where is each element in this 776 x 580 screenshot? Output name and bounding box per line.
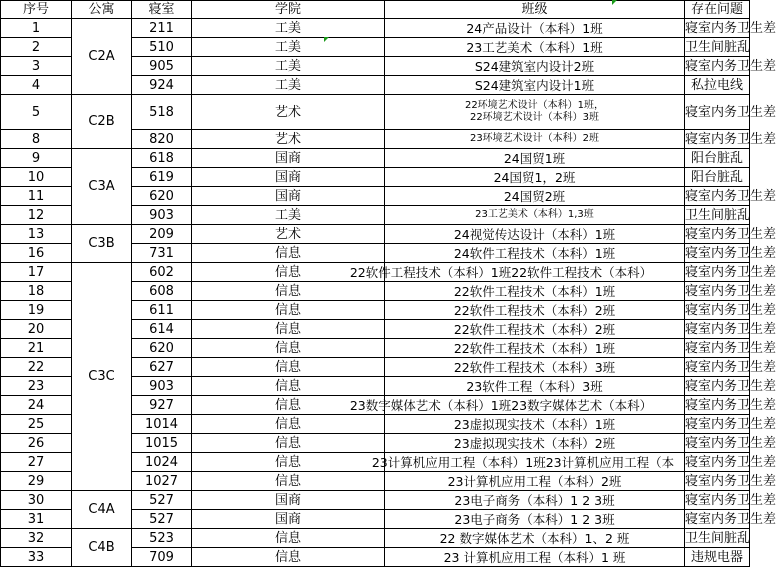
cell-no[interactable]: 20	[1, 320, 72, 339]
cell-issue[interactable]: 寝室内务卫生差	[685, 188, 776, 204]
cell-room[interactable]: 903	[132, 377, 192, 396]
cell-no[interactable]: 12	[1, 206, 72, 225]
cell-apartment[interactable]: C3A	[72, 149, 132, 225]
cell-college[interactable]: 工美	[192, 57, 385, 76]
cell-college[interactable]: 信息	[192, 358, 385, 377]
cell-class[interactable]	[385, 95, 685, 130]
cell-class[interactable]: 22软件工程技术（本科）3班	[385, 358, 685, 377]
cell-issue[interactable]: 寝室内务卫生差	[685, 492, 776, 508]
header-class[interactable]: 班级	[385, 1, 685, 19]
cell-college[interactable]: 信息	[192, 282, 385, 301]
cell-apartment[interactable]: C4B	[72, 529, 132, 567]
cell-room[interactable]: 1014	[132, 415, 192, 434]
cell-class[interactable]: 23虚拟现实技术（本科）2班	[385, 434, 685, 453]
cell-class[interactable]	[349, 396, 685, 415]
cell-issue[interactable]: 寝室内务卫生差	[685, 283, 776, 299]
table-row	[1, 149, 750, 168]
cell-no[interactable]: 5	[1, 95, 72, 130]
header-college[interactable]: 学院	[192, 1, 385, 19]
cell-class[interactable]: 23电子商务（本科）1 2 3班	[385, 491, 685, 510]
cell-issue[interactable]: 寝室内务卫生差	[685, 340, 776, 356]
cell-room[interactable]: 620	[132, 339, 192, 358]
cell-no[interactable]: 30	[1, 491, 72, 510]
cell-room[interactable]: 611	[132, 301, 192, 320]
cell-issue[interactable]: 寝室内务卫生差	[685, 435, 776, 451]
cell-college[interactable]: 信息	[192, 377, 385, 396]
cell-room[interactable]: 510	[132, 38, 192, 57]
header-issue[interactable]: 存在问题	[685, 1, 750, 19]
cell-no[interactable]: 24	[1, 396, 72, 415]
cell-class[interactable]: S24建筑室内设计2班	[385, 57, 685, 76]
table-row	[1, 529, 750, 548]
cell-no[interactable]: 21	[1, 339, 72, 358]
cell-apartment[interactable]: C4A	[72, 491, 132, 529]
cell-college[interactable]: 艺术	[192, 95, 385, 130]
cell-room[interactable]: 620	[132, 187, 192, 206]
cell-issue[interactable]: 寝室内务卫生差	[685, 95, 750, 130]
cell-college[interactable]: 信息	[192, 472, 385, 491]
cell-issue[interactable]: 寝室内务卫生差	[685, 20, 776, 36]
cell-college[interactable]: 国商	[192, 187, 385, 206]
cell-issue[interactable]: 寝室内务卫生差	[685, 58, 776, 74]
cell-no[interactable]: 19	[1, 301, 72, 320]
cell-room[interactable]: 1015	[132, 434, 192, 453]
cell-no[interactable]: 31	[1, 510, 72, 529]
table-row	[1, 95, 750, 130]
cell-issue[interactable]: 卫生间脏乱	[685, 39, 751, 55]
cell-room[interactable]: 527	[132, 510, 192, 529]
cell-room[interactable]: 709	[132, 548, 192, 567]
cell-college[interactable]: 国商	[192, 510, 385, 529]
cell-class[interactable]: 24软件工程技术（本科）1班	[385, 244, 685, 263]
cell-no[interactable]: 27	[1, 453, 72, 472]
cell-room[interactable]: 1024	[132, 453, 192, 472]
cell-class[interactable]: 22 数字媒体艺术（本科）1、2 班	[385, 529, 685, 548]
header-apartment[interactable]: 公寓	[72, 1, 132, 19]
class-text: 23数字媒体艺术（本科）1班23数字媒体艺术（本科）	[349, 397, 653, 413]
cell-class[interactable]: 23工艺美术（本科）1,3班	[385, 206, 685, 225]
cell-room[interactable]: 903	[132, 206, 192, 225]
cell-room[interactable]: 905	[132, 57, 192, 76]
cell-issue[interactable]: 寝室内务卫生差	[685, 226, 776, 242]
cell-college[interactable]: 信息	[192, 263, 385, 282]
cell-class[interactable]: 24国贸2班	[385, 187, 685, 206]
cell-no[interactable]: 18	[1, 282, 72, 301]
cell-issue[interactable]: 寝室内务卫生差	[685, 454, 776, 470]
table-row	[1, 19, 750, 38]
cell-class[interactable]: 22软件工程技术（本科）1班	[385, 282, 685, 301]
cell-issue[interactable]: 寝室内务卫生差	[685, 264, 776, 280]
cell-college[interactable]: 国商	[192, 491, 385, 510]
cell-room[interactable]: 1027	[132, 472, 192, 491]
cell-no[interactable]: 29	[1, 472, 72, 491]
cell-class[interactable]: 24产品设计（本科）1班	[385, 19, 685, 38]
header-no[interactable]: 序号	[1, 1, 72, 19]
class-text: 22软件工程技术（本科）1班22软件工程技术（本科）	[349, 264, 653, 280]
cell-college[interactable]: 工美	[192, 38, 385, 57]
cell-issue[interactable]: 寝室内务卫生差	[685, 397, 776, 413]
table-row	[1, 225, 750, 244]
cell-no[interactable]: 1	[1, 19, 72, 38]
header-row	[1, 1, 750, 19]
cell-class[interactable]: 23工艺美术（本科）1班	[385, 38, 685, 57]
cell-issue[interactable]: 卫生间脏乱	[685, 207, 751, 223]
cell-class[interactable]: S24建筑室内设计1班	[385, 76, 685, 95]
cell-no[interactable]: 3	[1, 57, 72, 76]
cell-college[interactable]: 信息	[192, 529, 385, 548]
cell-no[interactable]: 22	[1, 358, 72, 377]
cell-room[interactable]: 518	[132, 95, 192, 130]
cell-issue[interactable]: 寝室内务卫生差	[685, 378, 776, 394]
header-room[interactable]: 寝室	[132, 1, 192, 19]
cell-room[interactable]: 731	[132, 244, 192, 263]
cell-issue[interactable]: 寝室内务卫生差	[685, 359, 776, 375]
table-row	[1, 491, 750, 510]
cell-room[interactable]: 619	[132, 168, 192, 187]
cell-college[interactable]: 信息	[192, 320, 385, 339]
cell-class[interactable]: 24视觉传达设计（本科）1班	[385, 225, 685, 244]
cell-no[interactable]: 23	[1, 377, 72, 396]
cell-issue[interactable]: 寝室内务卫生差	[685, 302, 776, 318]
cell-room[interactable]: 608	[132, 282, 192, 301]
cell-class[interactable]: 22软件工程技术（本科）2班	[385, 320, 685, 339]
cell-no[interactable]: 11	[1, 187, 72, 206]
cell-class[interactable]: 22软件工程技术（本科）1班	[385, 339, 685, 358]
cell-college[interactable]: 信息	[192, 453, 385, 472]
cell-no[interactable]: 8	[1, 130, 72, 149]
cell-no[interactable]: 4	[1, 76, 72, 95]
cell-no[interactable]: 10	[1, 168, 72, 187]
cell-apartment[interactable]: C2A	[72, 19, 132, 95]
cell-issue[interactable]: 寝室内务卫生差	[685, 511, 776, 527]
cell-room[interactable]: 211	[132, 19, 192, 38]
cell-room[interactable]: 627	[132, 358, 192, 377]
cell-college[interactable]: 工美	[192, 76, 385, 95]
comment-marker-icon	[324, 37, 329, 42]
cell-room[interactable]: 527	[132, 491, 192, 510]
class-line-1: 22环境艺术设计（本科）1班，	[464, 100, 605, 111]
cell-no[interactable]: 32	[1, 529, 72, 548]
cell-class[interactable]: 24国贸1班	[385, 149, 685, 168]
cell-room[interactable]: 618	[132, 149, 192, 168]
cell-issue[interactable]: 寝室内务卫生差	[685, 245, 776, 261]
cell-college[interactable]: 工美	[192, 206, 385, 225]
cell-college[interactable]: 国商	[192, 168, 385, 187]
cell-class[interactable]	[371, 453, 685, 472]
cell-class[interactable]: 23环境艺术设计（本科）2班	[385, 130, 685, 149]
cell-college[interactable]: 信息	[192, 339, 385, 358]
cell-apartment[interactable]: C2B	[72, 95, 132, 149]
cell-college[interactable]: 国商	[192, 149, 385, 168]
cell-class[interactable]: 23 计算机应用工程（本科）1 班	[385, 548, 685, 567]
cell-apartment[interactable]: C3B	[72, 225, 132, 263]
cell-room[interactable]: 924	[132, 76, 192, 95]
table-row	[1, 263, 750, 282]
cell-issue[interactable]: 寝室内务卫生差	[685, 131, 776, 147]
cell-no[interactable]: 33	[1, 548, 72, 567]
cell-college[interactable]: 信息	[192, 415, 385, 434]
cell-no[interactable]: 9	[1, 149, 72, 168]
cell-apartment[interactable]: C3C	[72, 263, 132, 491]
cell-room[interactable]: 927	[132, 396, 192, 415]
cell-room[interactable]: 523	[132, 529, 192, 548]
cell-issue[interactable]: 阳台脏乱	[685, 149, 750, 168]
cell-no[interactable]: 2	[1, 38, 72, 57]
cell-college[interactable]: 艺术	[192, 130, 385, 149]
cell-class[interactable]	[349, 263, 685, 282]
comment-marker-icon	[612, 0, 617, 5]
cell-issue[interactable]: 寝室内务卫生差	[685, 473, 776, 489]
cell-class[interactable]: 23电子商务（本科）1 2 3班	[385, 510, 685, 529]
cell-room[interactable]: 614	[132, 320, 192, 339]
cell-college[interactable]: 信息	[192, 548, 385, 567]
cell-no[interactable]: 25	[1, 415, 72, 434]
cell-issue[interactable]: 违规电器	[685, 548, 750, 567]
cell-issue[interactable]: 阳台脏乱	[685, 168, 750, 187]
cell-college[interactable]: 信息	[192, 244, 385, 263]
cell-college[interactable]: 工美	[192, 19, 385, 38]
cell-no[interactable]: 17	[1, 263, 72, 282]
cell-room[interactable]: 820	[132, 130, 192, 149]
cell-college[interactable]: 艺术	[192, 225, 385, 244]
cell-class[interactable]: 24国贸1，2班	[385, 168, 685, 187]
cell-class[interactable]: 23计算机应用工程（本科）2班	[385, 472, 685, 491]
cell-issue[interactable]: 私拉电线	[685, 76, 750, 95]
cell-college[interactable]: 信息	[192, 301, 385, 320]
cell-no[interactable]: 13	[1, 225, 72, 244]
cell-college[interactable]: 信息	[192, 396, 385, 415]
cell-issue[interactable]: 寝室内务卫生差	[685, 416, 776, 432]
class-line-2: 22环境艺术设计（本科）3班	[469, 112, 600, 123]
cell-class[interactable]: 23虚拟现实技术（本科）1班	[385, 415, 685, 434]
cell-class[interactable]: 23软件工程（本科）3班	[385, 377, 685, 396]
cell-issue[interactable]: 卫生间脏乱	[685, 530, 751, 546]
cell-room[interactable]: 602	[132, 263, 192, 282]
cell-class[interactable]: 22软件工程技术（本科）2班	[385, 301, 685, 320]
cell-issue[interactable]: 寝室内务卫生差	[685, 321, 776, 337]
cell-no[interactable]: 26	[1, 434, 72, 453]
class-text: 23计算机应用工程（本科）1班23计算机应用工程（本	[371, 454, 675, 470]
cell-room[interactable]: 209	[132, 225, 192, 244]
cell-no[interactable]: 16	[1, 244, 72, 263]
cell-college[interactable]: 信息	[192, 434, 385, 453]
